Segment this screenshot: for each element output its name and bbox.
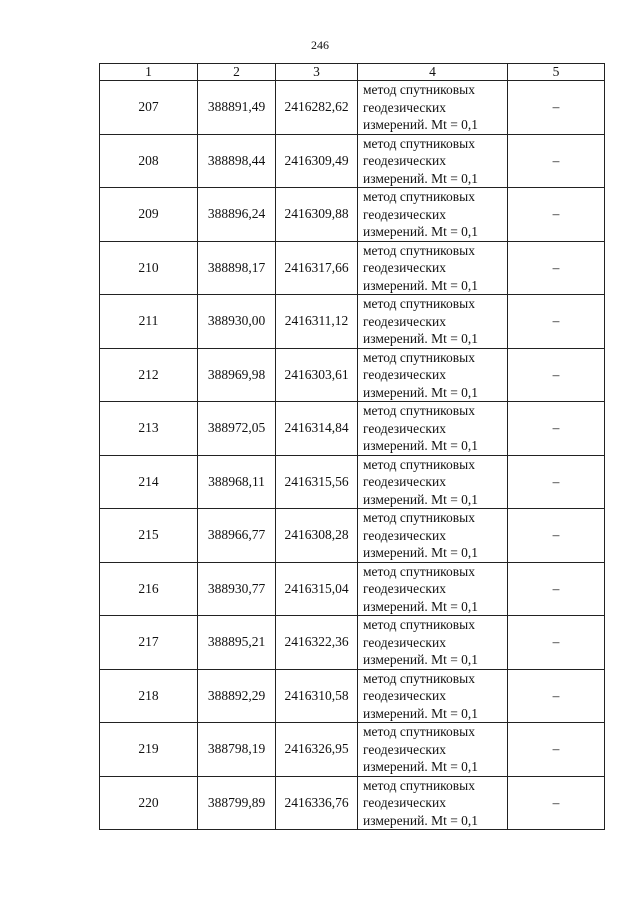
y-coordinate-cell: 2416336,76 (276, 776, 358, 830)
header-col-1: 1 (100, 64, 198, 81)
note-dash: – (552, 313, 560, 329)
table-row (100, 616, 605, 670)
point-number-cell: 220 (100, 776, 198, 830)
method-line: измерений. Mt = 0,1 (363, 652, 479, 667)
x-coordinate-cell: 388891,49 (198, 81, 276, 135)
point-number-cell: 216 (100, 562, 198, 616)
point-number-cell: 217 (100, 616, 198, 670)
method-line: измерений. Mt = 0,1 (363, 598, 479, 614)
table-row (100, 295, 605, 349)
note-cell (508, 241, 605, 295)
y-coordinate-cell: 2416315,56 (276, 455, 358, 509)
y-coordinate-cell: 2416326,95 (276, 723, 358, 777)
method-line: метод спутниковых (363, 724, 475, 739)
x-coordinate-cell: 388799,89 (198, 776, 276, 830)
method-cell (358, 241, 508, 295)
note-dash: – (552, 420, 560, 436)
table-row (100, 776, 605, 830)
method-line: измерений. Mt = 0,1 (363, 384, 479, 400)
table-row (100, 509, 605, 563)
method-cell (358, 455, 508, 509)
point-number-cell: 219 (100, 723, 198, 777)
method-line: измерений. Mt = 0,1 (363, 331, 479, 346)
y-coordinate-cell: 2416322,36 (276, 616, 358, 670)
x-coordinate-cell: 388892,29 (198, 669, 276, 723)
y-coordinate-cell: 2416314,84 (276, 402, 358, 456)
note-dash: – (552, 152, 560, 168)
note-dash: – (552, 794, 560, 810)
point-number-cell: 209 (100, 188, 198, 242)
y-coordinate-cell: 2416303,61 (276, 348, 358, 402)
point-number-cell: 215 (100, 509, 198, 563)
method-line: геодезических (363, 153, 446, 168)
method-line: метод спутниковых (363, 670, 475, 686)
y-coordinate-cell: 2416315,04 (276, 562, 358, 616)
method-cell (358, 134, 508, 188)
method-line: геодезических (363, 206, 446, 222)
note-cell (508, 348, 605, 402)
x-coordinate-cell: 388969,98 (198, 348, 276, 402)
y-coordinate-cell: 2416309,49 (276, 134, 358, 188)
header-row (100, 64, 605, 81)
note-cell (508, 188, 605, 242)
table-row (100, 81, 605, 135)
coordinates-table (99, 63, 605, 830)
note-dash: – (552, 366, 560, 382)
method-line: измерений. Mt = 0,1 (363, 812, 479, 828)
method-line: метод спутниковых (363, 510, 475, 525)
note-dash: – (552, 527, 560, 543)
method-cell (358, 669, 508, 723)
note-cell (508, 723, 605, 777)
note-cell (508, 616, 605, 670)
method-line: измерений. Mt = 0,1 (363, 545, 479, 560)
x-coordinate-cell: 388930,77 (198, 562, 276, 616)
method-line: измерений. Mt = 0,1 (363, 705, 479, 721)
method-line: метод спутниковых (363, 617, 475, 632)
method-line: измерений. Mt = 0,1 (363, 438, 479, 453)
point-number-cell: 208 (100, 134, 198, 188)
y-coordinate-cell: 2416317,66 (276, 241, 358, 295)
header-col-5: 5 (508, 64, 605, 81)
header-col-2: 2 (198, 64, 276, 81)
method-line: измерений. Mt = 0,1 (363, 170, 479, 186)
x-coordinate-cell: 388896,24 (198, 188, 276, 242)
header-col-4: 4 (358, 64, 508, 81)
method-line: метод спутниковых (363, 349, 475, 365)
x-coordinate-cell: 388972,05 (198, 402, 276, 456)
x-coordinate-cell: 388968,11 (198, 455, 276, 509)
method-cell (358, 616, 508, 670)
y-coordinate-cell: 2416309,88 (276, 188, 358, 242)
note-cell (508, 81, 605, 135)
method-cell (358, 81, 508, 135)
note-dash: – (552, 206, 560, 222)
method-line: метод спутниковых (363, 135, 475, 151)
method-cell (358, 348, 508, 402)
point-number-cell: 213 (100, 402, 198, 456)
note-dash: – (552, 580, 560, 596)
y-coordinate-cell: 2416311,12 (276, 295, 358, 349)
note-cell (508, 455, 605, 509)
table-row (100, 669, 605, 723)
table-row (100, 188, 605, 242)
note-cell (508, 509, 605, 563)
table-row (100, 562, 605, 616)
method-cell (358, 509, 508, 563)
point-number-cell: 218 (100, 669, 198, 723)
note-dash: – (552, 741, 560, 757)
method-cell (358, 402, 508, 456)
method-line: геодезических (363, 99, 446, 115)
method-line: измерений. Mt = 0,1 (363, 491, 479, 507)
table-row (100, 241, 605, 295)
note-cell (508, 295, 605, 349)
method-line: измерений. Mt = 0,1 (363, 759, 479, 774)
method-line: геодезических (363, 581, 446, 596)
method-line: метод спутниковых (363, 242, 475, 258)
note-dash: – (552, 259, 560, 275)
point-number-cell: 211 (100, 295, 198, 349)
note-cell (508, 134, 605, 188)
x-coordinate-cell: 388966,77 (198, 509, 276, 563)
note-dash: – (552, 634, 560, 650)
x-coordinate-cell: 388895,21 (198, 616, 276, 670)
method-line: измерений. Mt = 0,1 (363, 277, 479, 293)
table-row (100, 455, 605, 509)
method-line: геодезических (363, 527, 446, 543)
method-line: метод спутниковых (363, 456, 475, 472)
method-cell (358, 295, 508, 349)
note-dash: – (552, 687, 560, 703)
table-row (100, 348, 605, 402)
page-number: 246 (311, 38, 329, 52)
method-cell (358, 776, 508, 830)
table-row (100, 723, 605, 777)
point-number-cell: 214 (100, 455, 198, 509)
method-line: метод спутниковых (363, 403, 475, 418)
method-line: геодезических (363, 795, 446, 810)
point-number-cell: 210 (100, 241, 198, 295)
method-line: метод спутниковых (363, 189, 475, 204)
note-dash: – (552, 473, 560, 489)
x-coordinate-cell: 388930,00 (198, 295, 276, 349)
x-coordinate-cell: 388798,19 (198, 723, 276, 777)
method-cell (358, 562, 508, 616)
method-cell (358, 723, 508, 777)
method-line: геодезических (363, 688, 446, 703)
y-coordinate-cell: 2416282,62 (276, 81, 358, 135)
method-line: геодезических (363, 474, 446, 489)
table-row (100, 134, 605, 188)
method-line: геодезических (363, 313, 446, 329)
point-number-cell: 212 (100, 348, 198, 402)
method-line: геодезических (363, 260, 446, 275)
point-number-cell: 207 (100, 81, 198, 135)
note-cell (508, 562, 605, 616)
method-line: метод спутниковых (363, 777, 475, 793)
method-line: геодезических (363, 420, 446, 436)
method-line: метод спутниковых (363, 296, 475, 311)
table-body (100, 81, 605, 830)
method-line: метод спутниковых (363, 563, 475, 579)
x-coordinate-cell: 388898,17 (198, 241, 276, 295)
method-line: метод спутниковых (363, 82, 475, 97)
header-col-3: 3 (276, 64, 358, 81)
y-coordinate-cell: 2416310,58 (276, 669, 358, 723)
method-line: геодезических (363, 367, 446, 382)
y-coordinate-cell: 2416308,28 (276, 509, 358, 563)
method-line: измерений. Mt = 0,1 (363, 224, 479, 239)
table-row (100, 402, 605, 456)
x-coordinate-cell: 388898,44 (198, 134, 276, 188)
note-cell (508, 402, 605, 456)
method-line: измерений. Mt = 0,1 (363, 117, 479, 132)
note-cell (508, 669, 605, 723)
method-line: геодезических (363, 741, 446, 757)
note-cell (508, 776, 605, 830)
table-header (100, 64, 605, 81)
method-cell (358, 188, 508, 242)
note-dash: – (552, 99, 560, 115)
method-line: геодезических (363, 634, 446, 650)
